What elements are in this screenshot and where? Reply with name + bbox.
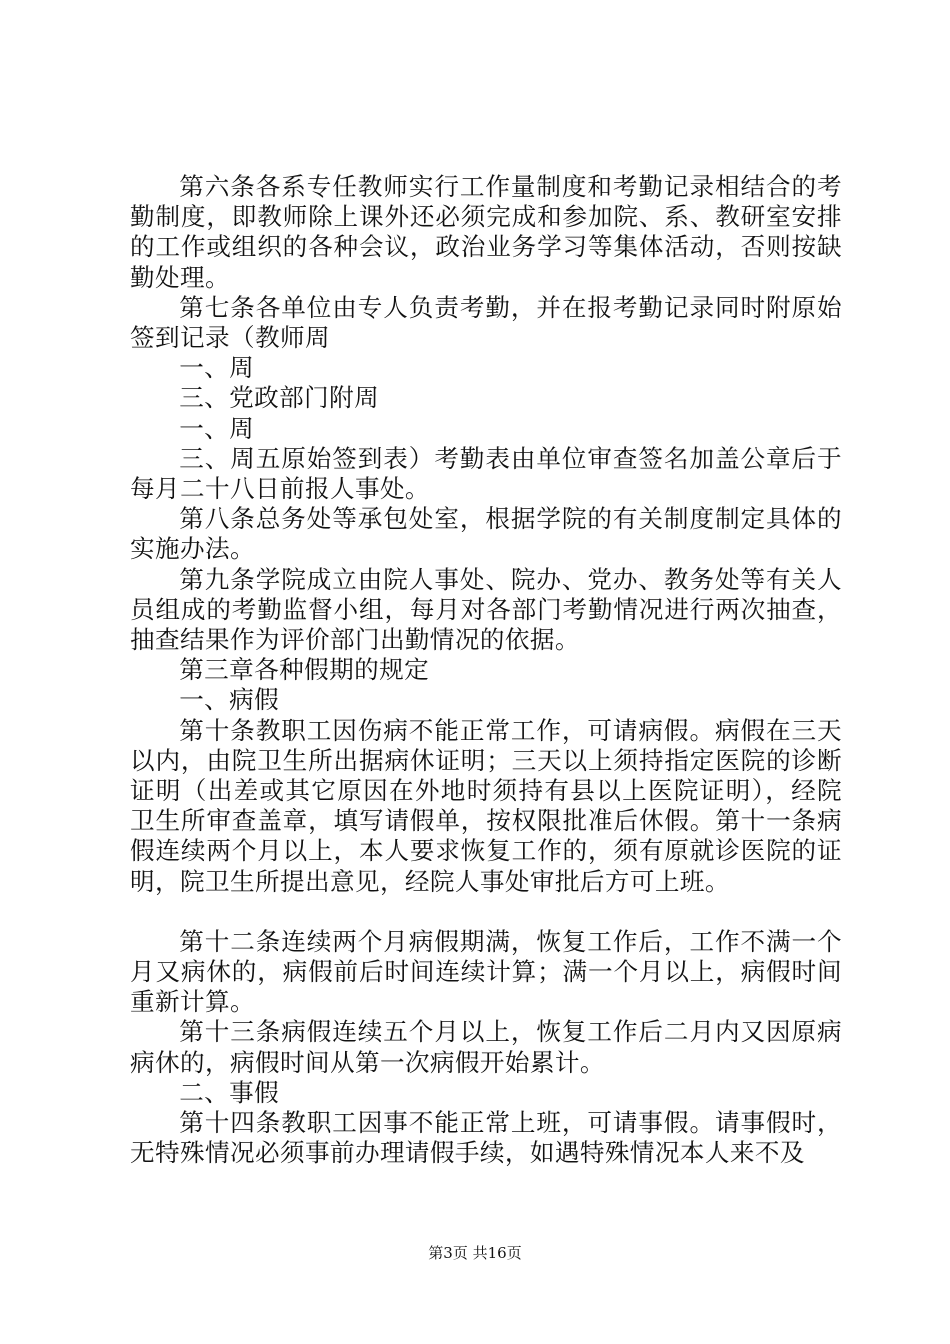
paragraph-fragment-2: 三、党政部门附周 bbox=[179, 383, 380, 413]
paragraph-article-10-11: 第十条教职工因伤病不能正常工作，可请病假。病假在三天以内，由院卫生所出据病休证明；三天以上须持指定医院的诊断证明（出差或其它原因在外地时须持有县以上医院证明），经院卫生所审查盖章，填写请假单，按权限批准后休假。第十一条病假连续两个月以上，本人要求恢复工作的，须有原就诊医院的证明，院卫生所提出意见，经院人事处审批后方可上班。 bbox=[130, 715, 842, 896]
section-heading-sick-leave: 一、病假 bbox=[179, 685, 280, 715]
section-heading-personal-leave: 二、事假 bbox=[179, 1077, 280, 1107]
paragraph-fragment-3: 一、周 bbox=[179, 413, 255, 443]
paragraph-article-14: 第十四条教职工因事不能正常上班，可请事假。请事假时，无特殊情况必须事前办理请假手续，如遇特殊情况本人来不及 bbox=[130, 1108, 842, 1168]
paragraph-fragment-4: 三、周五原始签到表）考勤表由单位审查签名加盖公章后于每月二十八日前报人事处。 bbox=[130, 443, 842, 504]
paragraph-article-6: 第六条各系专任教师实行工作量制度和考勤记录相结合的考勤制度，即教师除上课外还必须完成和参加院、系、教研室安排的工作或组织的各种会议，政治业务学习等集体活动，否则按缺勤处理。 bbox=[130, 172, 842, 292]
paragraph-article-8: 第八条总务处等承包处室，根据学院的有关制度制定具体的实施办法。 bbox=[130, 504, 842, 564]
paragraph-fragment-1: 一、周 bbox=[179, 353, 255, 383]
paragraph-article-9: 第九条学院成立由院人事处、院办、党办、教务处等有关人员组成的考勤监督小组，每月对各部门考勤情况进行两次抽查，抽查结果作为评价部门出勤情况的依据。 bbox=[130, 564, 842, 655]
page-footer bbox=[0, 1243, 950, 1263]
page-number: 第3页 共16页 bbox=[428, 1244, 522, 1262]
paragraph-article-13: 第十三条病假连续五个月以上，恢复工作后二月内又因原病病休的，病假时间从第一次病假开始累计。 bbox=[130, 1017, 842, 1077]
paragraph-article-7: 第七条各单位由专人负责考勤，并在报考勤记录同时附原始签到记录（教师周 bbox=[130, 292, 842, 353]
paragraph-article-12: 第十二条连续两个月病假期满，恢复工作后，工作不满一个月又病休的，病假前后时间连续计算；满一个月以上，病假时间重新计算。 bbox=[130, 926, 842, 1017]
chapter-heading: 第三章各种假期的规定 bbox=[179, 655, 430, 685]
document-body bbox=[130, 172, 842, 1169]
